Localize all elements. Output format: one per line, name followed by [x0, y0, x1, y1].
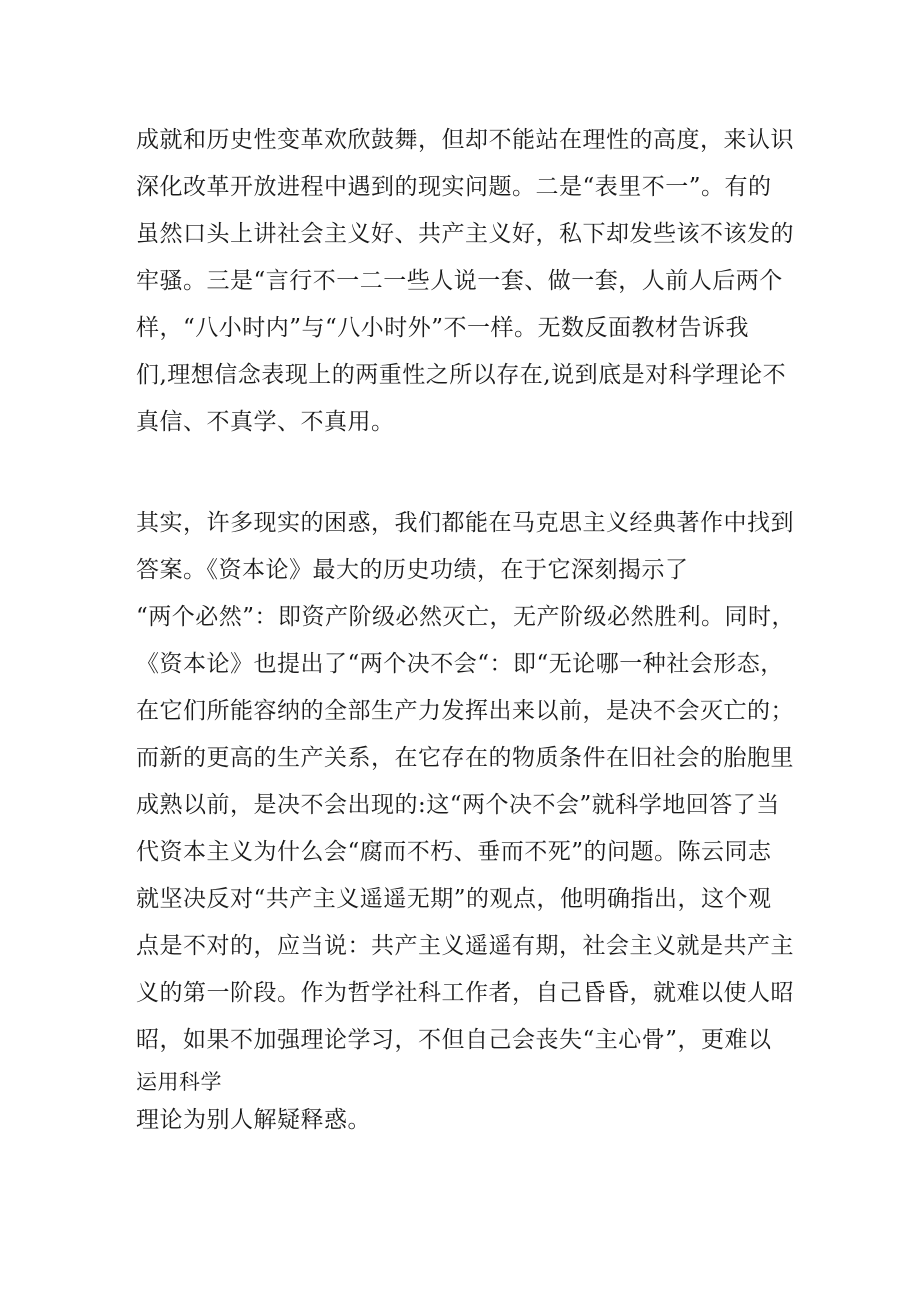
text-line: 代资本主义为什么会“腐而不朽、垂而不死”的问题。陈云同志: [136, 839, 772, 865]
text-line: 点是不对的，应当说：共产主义遥遥有期，社会主义就是共产主: [136, 933, 794, 959]
text-line: 就坚决反对“共产主义遥遥无期”的观点，他明确指出，这个观: [136, 886, 772, 912]
text-line: “两个必然”：即资产阶级必然灭亡，无产阶级必然胜利。同时，: [136, 604, 796, 630]
text-line: 《资本论》也提出了“两个决不会“：即“无论哪一种社会形态，: [136, 651, 784, 677]
text-line: 其实，许多现实的困惑，我们都能在马克思主义经典著作中找到: [136, 510, 794, 536]
text-line: 答案。《资本论》最大的历史功绩，在于它深刻揭示了: [136, 557, 689, 583]
paragraph-2: [136, 500, 796, 1140]
text-line: 义的第一阶段。作为哲学社科工作者，自己昏昏，就难以使人昭: [136, 980, 794, 1006]
text-line: 在它们所能容纳的全部生产力发挥出来以前，是决不会灭亡的；: [136, 698, 794, 724]
text-line: 样，“八小时内”与“八小时外”不一样。无数反面教材告诉我: [136, 315, 750, 341]
text-line: 虽然口头上讲社会主义好、共产主义好，私下却发些该不该发的: [136, 221, 794, 247]
paragraph-1: [136, 117, 796, 446]
text-line: 运用科学: [136, 1070, 222, 1094]
text-line: 昭，如果不加强理论学习，不但自己会丧失“主心骨”，更难以: [136, 1027, 772, 1053]
text-line: 成就和历史性变革欢欣鼓舞，但却不能站在理性的高度，来认识: [136, 127, 794, 153]
text-line: 们,理想信念表现上的两重性之所以存在,说到底是对科学理论不: [136, 362, 787, 388]
text-line: 成熟以前，是决不会出现的:这“两个决不会”就科学地回答了当: [136, 792, 780, 818]
text-line: 而新的更高的生产关系，在它存在的物质条件在旧社会的胎胞里: [136, 745, 794, 771]
text-line: 牢骚。三是“言行不一二一些人说一套、做一套，人前人后两个: [136, 268, 783, 294]
text-line: 真信、不真学、不真用。: [136, 409, 395, 435]
text-line: 深化改革开放进程中遇到的现实问题。二是“表里不一”。有的: [136, 174, 772, 200]
text-line: 理论为别人解疑释惑。: [136, 1107, 371, 1133]
